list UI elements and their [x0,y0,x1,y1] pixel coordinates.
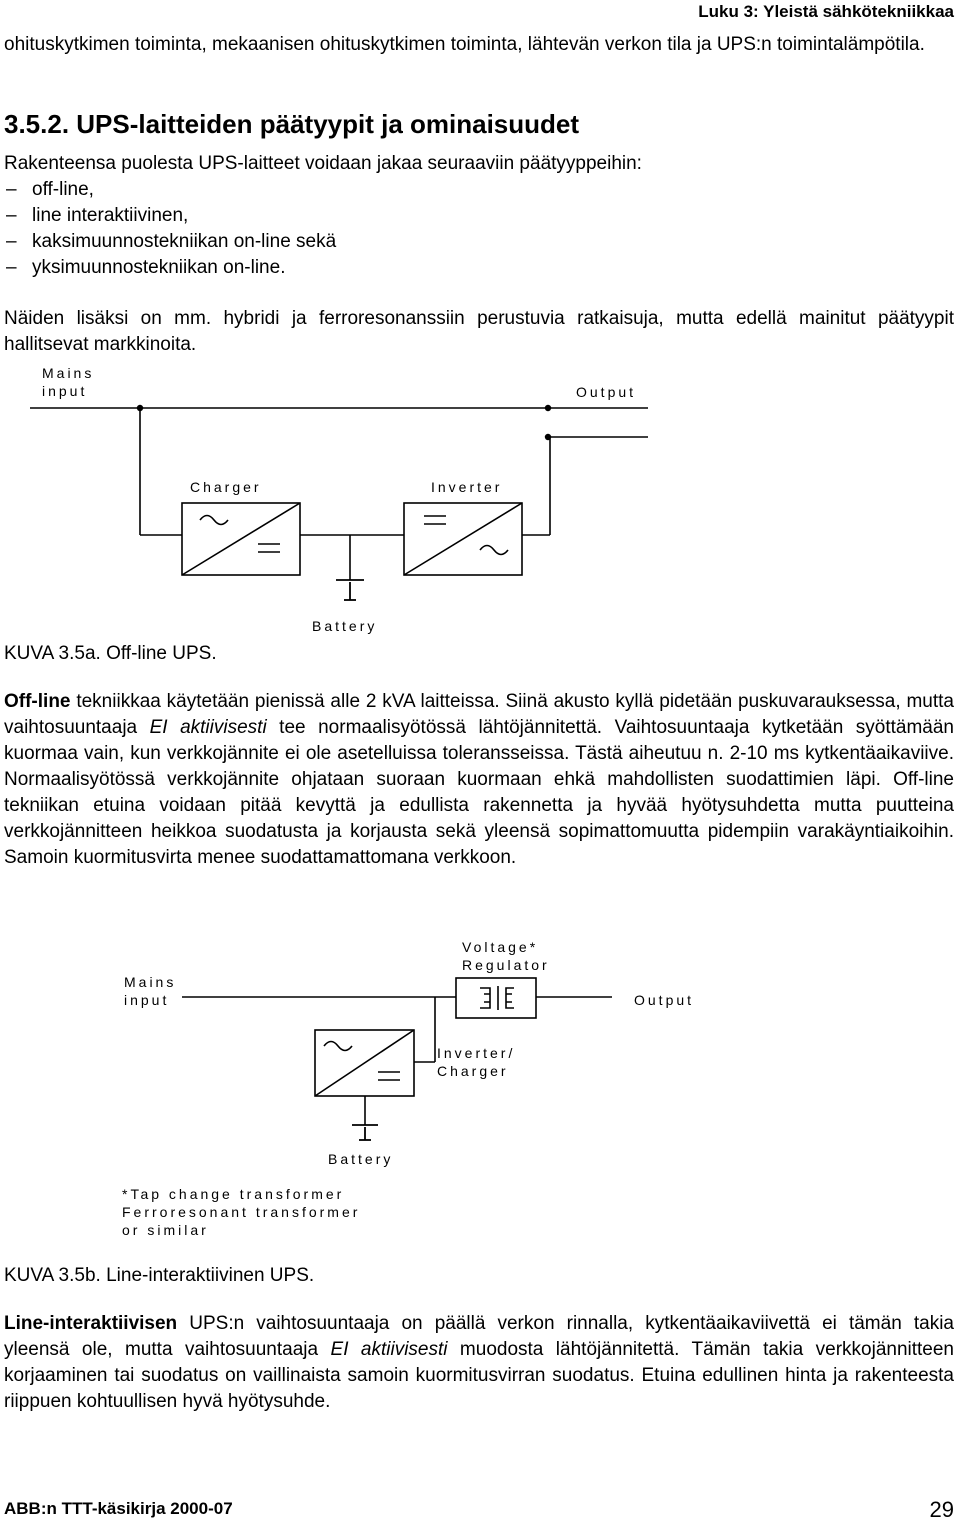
mains-line-1: Mains [124,974,177,990]
offline-emphasis: EI aktiivisesti [149,717,267,738]
regulator-label [462,938,550,974]
charger-label: Charger [190,479,262,495]
fig-b-battery-label: Battery [328,1151,394,1167]
page-number: 29 [929,1497,954,1522]
note-line-1: *Tap change transformer [122,1186,345,1202]
mains-line-1: Mains [42,365,95,381]
lineinteractive-paragraph [4,1311,954,1415]
battery-a-icon [336,580,364,600]
section-title: 3.5.2. UPS-laitteiden päätyypit ja ominaisuudet [4,109,580,139]
fig-a-battery-label: Battery [312,618,378,634]
figure-a-wiring [30,408,648,580]
figure-b-caption: KUVA 3.5b. Line-interaktiivinen UPS. [4,1265,315,1286]
list-item: – kaksimuunnostekniikan on-line sekä [4,229,904,255]
inverter-charger-block [315,1030,414,1096]
figure-b-wiring [182,997,612,1125]
lineinteractive-emphasis: EI aktiivisesti [330,1339,448,1360]
inverter-label: Inverter [431,479,503,495]
offline-term: Off-line [4,691,71,712]
footer-source: ABB:n TTT-käsikirja 2000-07 [4,1499,233,1518]
mains-line-2: input [42,383,88,399]
note-line-3: or similar [122,1222,209,1238]
lineinteractive-term: Line-interaktiivisen [4,1313,178,1334]
types-intro: Rakenteensa puolesta UPS-laitteet voidaan jakaa seuraaviin päätyyppeihin: [4,153,642,174]
additional-text: Näiden lisäksi on mm. hybridi ja ferroresonanssiin perustuvia ratkaisuja, mutta edellä mainitut päätyypit hallitsevat markkinoita. [4,308,954,355]
inverter-charger-line-1: Inverter/ [437,1045,516,1061]
chapter-header: Luku 3: Yleistä sähkötekniikkaa [698,2,954,21]
figure-a-switch-dots [137,405,551,440]
offline-text-1: tekniikkaa käytetään pienissä alle 2 kVA laitteissa. Siinä akusto kyllä pidetään puskuvarauksessa, mutta vaihtosuuntaaja [4,691,954,738]
fig-a-output-label: Output [576,384,637,400]
fig-b-output-label: Output [634,992,695,1008]
mains-line-2: input [124,992,170,1008]
lineinteractive-text-1: UPS:n vaihtosuuntaaja on päällä verkon rinnalla, kytkentäaikaviivettä ei tämän takia yleensä ole, mutta vaihtosuuntaaja [4,1313,954,1360]
inverter-charger-line-2: Charger [437,1063,509,1079]
regulator-line-1: Voltage* [462,939,539,955]
intro-text: ohituskytkimen toiminta, mekaanisen ohituskytkimen toiminta, lähtevän verkon tila ja UPS:n toimintalämpötila. [4,34,925,55]
note-line-2: Ferroresonant transformer [122,1204,361,1220]
list-item: – yksimuunnostekniikan on-line. [4,255,904,281]
inverter-block [404,503,522,575]
charger-block [182,503,300,575]
battery-b-icon [352,1125,378,1140]
transformer-note [122,1185,360,1239]
fig-a-mains-label [42,364,94,400]
regulator-line-2: Regulator [462,957,550,973]
figure-a-caption: KUVA 3.5a. Off-line UPS. [4,643,217,664]
voltage-regulator-block [456,978,536,1018]
offline-text-2: tee normaalisyötössä lähtöjännitettä. Vaihtosuuntaaja kytketään syöttämään kuormaa vain, kun verkkojännite ei ole asetelluissa toleransseissa. Tästä aiheutuu n. 2-10 ms kytkentäaikaviive. Normaalisyötössä verkkojännite ohjataan suoraan kuormaan ehkä mahdollisten suodattimien läpi. Off-line tekniikan etuina voidaan pitää kevyttä ja edullista rakennetta ja hyvää hyötysuhdetta mutta puutteina verkkojännitteen heikkoa suodatusta ja korjausta sekä yleensä sopimattomuutta pidempiin varakäyntiaikoihin. Samoin kuormitusvirta menee suodattamattomana verkkoon. [4,717,954,868]
offline-paragraph [4,689,954,871]
list-item: – line interaktiivinen, [4,203,904,229]
lineinteractive-text-2: muodosta lähtöjännitettä. Tämän takia verkkojännitteen korjaaminen tai suodatus on vaillinaista samoin kuormitusvirran suodatus. Etuina edullinen hinta ja rakenteesta riippuen kohtuullisen hyvä hyötysuhde. [4,1339,955,1412]
fig-b-mains-label [124,973,176,1009]
inverter-charger-label [437,1044,515,1080]
list-item: – off-line, [4,177,904,203]
